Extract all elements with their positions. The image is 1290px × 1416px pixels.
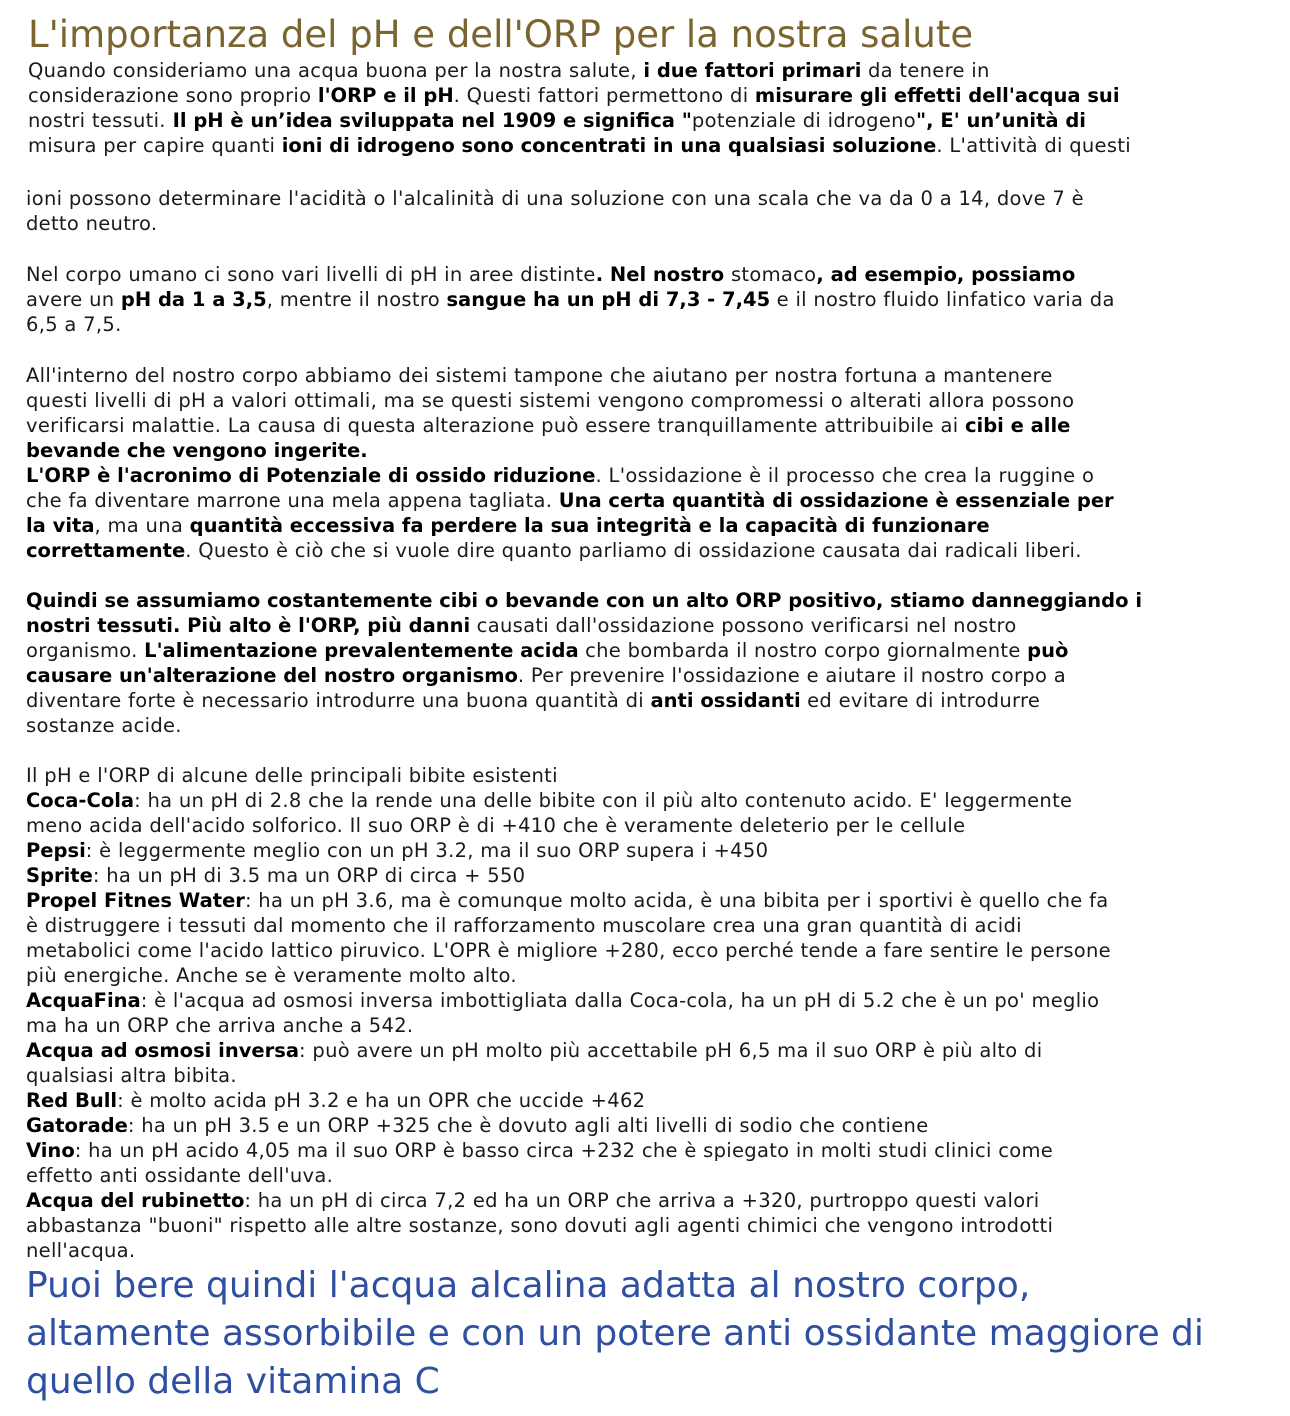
text-run: Nel corpo umano ci sono vari livelli di pH in aree distinte bbox=[26, 263, 596, 286]
text-line bbox=[26, 538, 1266, 563]
text-run: ma ha un ORP che arriva anche a 542. bbox=[26, 1014, 414, 1037]
text-line bbox=[28, 108, 1268, 133]
text-run: , mentre il nostro bbox=[266, 288, 447, 311]
text-run: più energiche. Anche se è veramente molto alto. bbox=[26, 964, 517, 987]
ph-scale-paragraph bbox=[26, 186, 1266, 236]
text-run: organismo. bbox=[26, 639, 145, 662]
text-run: : può avere un pH molto più accettabile pH 6,5 ma il suo ORP è più alto di bbox=[299, 1039, 1043, 1062]
bold-text: ioni di idrogeno sono concentrati in una qualsiasi soluzione bbox=[281, 134, 937, 157]
bold-text: i due fattori primari bbox=[643, 59, 862, 82]
bold-text: bevande che vengono ingerite. bbox=[26, 439, 368, 462]
text-run: sostanze acide. bbox=[26, 714, 182, 737]
text-line bbox=[26, 988, 1266, 1013]
text-run: Quando consideriamo una acqua buona per la nostra salute, bbox=[28, 59, 644, 82]
text-line bbox=[26, 1013, 1266, 1038]
text-run: verificarsi malattie. La causa di questa alterazione può essere tranquillamente attribuibile ai bbox=[26, 414, 965, 437]
text-run: . L'ossidazione è il processo che crea la ruggine o bbox=[595, 464, 1095, 487]
text-line bbox=[26, 688, 1266, 713]
text-run: causati dall'ossidazione possono verificarsi nel nostro bbox=[470, 614, 1017, 637]
text-line bbox=[26, 638, 1266, 663]
text-run: , ma una bbox=[94, 514, 190, 537]
bold-text: Pepsi bbox=[26, 839, 86, 862]
text-run: nell'acqua. bbox=[26, 1239, 136, 1262]
text-line bbox=[26, 1138, 1266, 1163]
intro-paragraph bbox=[28, 58, 1268, 158]
text-line bbox=[26, 1063, 1266, 1088]
text-run: da tenere in bbox=[861, 59, 990, 82]
bold-text: Acqua del rubinetto bbox=[26, 1189, 245, 1212]
text-line bbox=[26, 513, 1266, 538]
text-run: stomaco bbox=[730, 263, 817, 286]
beverages-list bbox=[26, 763, 1266, 1263]
bold-text: correttamente bbox=[26, 539, 186, 562]
text-run: qualsiasi altra bibita. bbox=[26, 1064, 237, 1087]
closing-line: altamente assorbibile e con un potere anti ossidante maggiore di bbox=[26, 1313, 1204, 1354]
text-run: nostri tessuti. bbox=[28, 109, 166, 132]
text-line bbox=[26, 186, 1266, 211]
text-run: : ha un pH di 2.8 che la rende una delle bibite con il più alto contenuto acido. E' leggermente bbox=[134, 789, 1073, 812]
bold-text: , ad esempio, possiamo bbox=[816, 263, 1076, 286]
bold-text: Gatorade bbox=[26, 1114, 128, 1137]
text-line bbox=[26, 813, 1266, 838]
bold-text: Red Bull bbox=[26, 1089, 118, 1112]
closing-line: quello della vitamina C bbox=[26, 1361, 440, 1402]
bold-text: nostri tessuti. Più alto è l'ORP, più danni bbox=[26, 614, 471, 637]
bold-text: pH da 1 a 3,5 bbox=[120, 288, 267, 311]
text-line bbox=[26, 1188, 1266, 1213]
bold-text: quantità eccessiva fa perdere la sua integrità e la capacità di funzionare bbox=[189, 514, 990, 537]
text-run: . Questo è ciò che si vuole dire quanto parliamo di ossidazione causata dai radicali liberi. bbox=[185, 539, 1082, 562]
text-line bbox=[26, 963, 1266, 988]
bold-text: Vino bbox=[26, 1139, 75, 1162]
bold-text: la vita bbox=[26, 514, 95, 537]
text-run: questi livelli di pH a valori ottimali, ma se questi sistemi vengono compromessi o alterati allora possono bbox=[26, 389, 1075, 412]
text-line bbox=[26, 788, 1266, 813]
text-run: ioni possono determinare l'acidità o l'alcalinità di una soluzione con una scala che va da 0 a 14, dove 7 è bbox=[26, 187, 1084, 210]
text-run: avere un bbox=[26, 288, 121, 311]
text-line bbox=[26, 713, 1266, 738]
bold-text: . Nel nostro bbox=[595, 263, 731, 286]
text-run: abbastanza "buoni" rispetto alle altre sostanze, sono dovuti agli agenti chimici che vengono introdotti bbox=[26, 1214, 1054, 1237]
text-line bbox=[26, 613, 1266, 638]
bold-text: L'alimentazione prevalentemente acida bbox=[144, 639, 579, 662]
text-line bbox=[26, 888, 1266, 913]
text-run: All'interno del nostro corpo abbiamo dei sistemi tampone che aiutano per nostra fortuna a mantenere bbox=[26, 364, 1053, 387]
text-line bbox=[26, 663, 1266, 688]
text-run: misura per capire quanti bbox=[28, 134, 282, 157]
closing-statement bbox=[26, 1262, 1204, 1406]
bold-text: Una certa quantità di ossidazione è essenziale per bbox=[558, 489, 1114, 512]
text-run: meno acida dell'acido solforico. Il suo ORP è di +410 che è veramente deleterio per le cellule bbox=[26, 814, 966, 837]
text-line bbox=[26, 1088, 1266, 1113]
text-line bbox=[26, 1113, 1266, 1138]
text-run: considerazione sono proprio bbox=[28, 84, 318, 107]
text-line bbox=[26, 913, 1266, 938]
text-run: potenziale di idrogeno bbox=[691, 109, 917, 132]
text-line bbox=[26, 488, 1266, 513]
text-run: . Questi fattori permettono di bbox=[453, 84, 755, 107]
text-run: 6,5 a 7,5. bbox=[26, 313, 122, 336]
text-line bbox=[26, 388, 1266, 413]
body-ph-levels-paragraph bbox=[26, 262, 1266, 337]
bold-text: Quindi se assumiamo costantemente cibi o bevande con un alto ORP positivo, stiamo danneggiando i bbox=[26, 589, 1143, 612]
closing-line: Puoi bere quindi l'acqua alcalina adatta al nostro corpo, bbox=[26, 1265, 1031, 1306]
text-line bbox=[26, 863, 1266, 888]
text-line bbox=[28, 133, 1268, 158]
text-run: ed evitare di introdurre bbox=[800, 689, 1041, 712]
text-line bbox=[26, 588, 1266, 613]
text-run: diventare forte è necessario introdurre una buona quantità di bbox=[26, 689, 651, 712]
text-line bbox=[26, 763, 1266, 788]
bold-text: Il pH è un’idea sviluppata nel 1909 e significa " bbox=[165, 109, 692, 132]
text-line bbox=[26, 838, 1266, 863]
text-line bbox=[28, 83, 1268, 108]
text-run: metabolici come l'acido lattico piruvico. L'OPR è migliore +280, ecco perché tende a fare sentire le persone bbox=[26, 939, 1111, 962]
text-line bbox=[28, 58, 1268, 83]
page-title: L'importanza del pH e dell'ORP per la nostra salute bbox=[28, 13, 974, 56]
text-line bbox=[26, 211, 1266, 236]
text-run: : è leggermente meglio con un pH 3.2, ma il suo ORP supera i +450 bbox=[85, 839, 769, 862]
text-run: : ha un pH 3.5 e un ORP +325 che è dovuto agli alti livelli di sodio che contiene bbox=[127, 1114, 929, 1137]
text-line bbox=[26, 413, 1266, 438]
bold-text: AcquaFina bbox=[26, 989, 141, 1012]
text-line bbox=[26, 1038, 1266, 1063]
bold-text: anti ossidanti bbox=[650, 689, 801, 712]
bold-text: Propel Fitnes Water bbox=[26, 889, 245, 912]
bold-text: Sprite bbox=[26, 864, 93, 887]
text-run: effetto anti ossidante dell'uva. bbox=[26, 1164, 334, 1187]
bold-text: sangue ha un pH di 7,3 - 7,45 bbox=[446, 288, 771, 311]
text-run: : ha un pH di 3.5 ma un ORP di circa + 550 bbox=[92, 864, 526, 887]
text-line bbox=[26, 1163, 1266, 1188]
text-run: . L'attività di questi bbox=[936, 134, 1131, 157]
text-line bbox=[26, 312, 1266, 337]
text-run: che fa diventare marrone una mela appena tagliata. bbox=[26, 489, 559, 512]
bold-text: Coca-Cola bbox=[26, 789, 135, 812]
bold-text: ", E' un’unità di bbox=[916, 109, 1086, 132]
text-run: che bombarda il nostro corpo giornalmente bbox=[578, 639, 1028, 662]
text-run: : ha un pH acido 4,05 ma il suo ORP è basso circa +232 che è spiegato in molti studi clinici come bbox=[74, 1139, 1054, 1162]
text-run: Il pH e l'ORP di alcune delle principali bibite esistenti bbox=[26, 764, 558, 787]
text-line bbox=[26, 938, 1266, 963]
bold-text: causare un'alterazione del nostro organismo bbox=[26, 664, 518, 687]
text-run: : ha un pH di circa 7,2 ed ha un ORP che arriva a +320, purtroppo questi valori bbox=[244, 1189, 1040, 1212]
bold-text: cibi e alle bbox=[964, 414, 1071, 437]
text-line bbox=[26, 1213, 1266, 1238]
bold-text: L'ORP è l'acronimo di Potenziale di ossido riduzione bbox=[26, 464, 596, 487]
bold-text: misurare gli effetti dell'acqua sui bbox=[754, 84, 1120, 107]
text-line bbox=[26, 262, 1266, 287]
text-line bbox=[26, 463, 1266, 488]
text-line bbox=[26, 287, 1266, 312]
text-run: detto neutro. bbox=[26, 212, 158, 235]
text-run: : è molto acida pH 3.2 e ha un OPR che uccide +462 bbox=[117, 1089, 646, 1112]
text-line bbox=[26, 438, 1266, 463]
buffer-systems-orp-paragraph bbox=[26, 363, 1266, 563]
oxidation-damage-paragraph bbox=[26, 588, 1266, 738]
bold-text: può bbox=[1027, 639, 1069, 662]
bold-text: l'ORP e il pH bbox=[317, 84, 454, 107]
text-run: e il nostro fluido linfatico varia da bbox=[770, 288, 1115, 311]
text-run: è distruggere i tessuti dal momento che il rafforzamento muscolare crea una gran quantità di acidi bbox=[26, 914, 1022, 937]
text-run: . Per prevenire l'ossidazione e aiutare il nostro corpo a bbox=[517, 664, 1066, 687]
text-run: : ha un pH 3.6, ma è comunque molto acida, è una bibita per i sportivi è quello che fa bbox=[244, 889, 1109, 912]
bold-text: Acqua ad osmosi inversa bbox=[26, 1039, 300, 1062]
text-line bbox=[26, 1238, 1266, 1263]
text-run: : è l'acqua ad osmosi inversa imbottigliata dalla Coca-cola, ha un pH di 5.2 che è un po' meglio bbox=[140, 989, 1100, 1012]
text-line bbox=[26, 363, 1266, 388]
